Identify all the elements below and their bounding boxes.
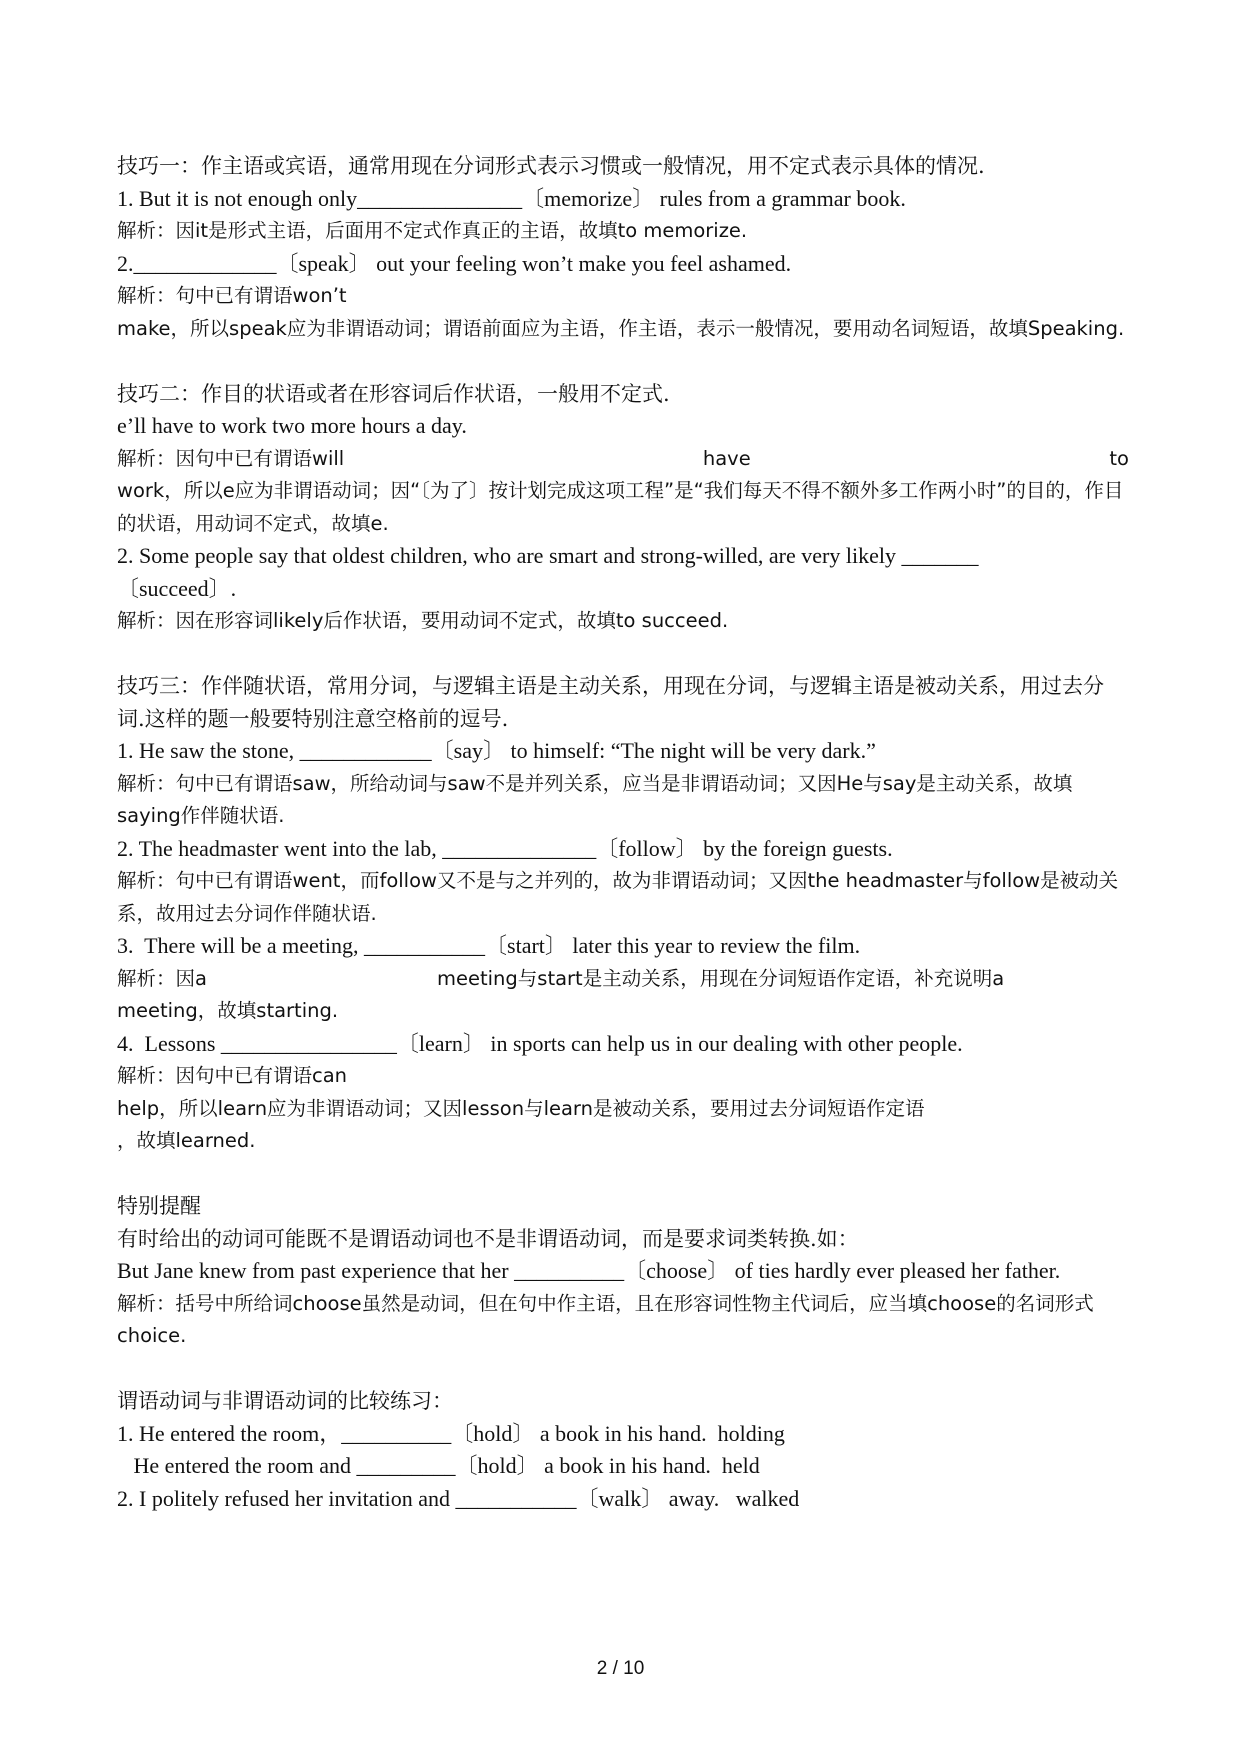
tip3-question-1: 1. He saw the stone, ____________〔say〕 to himself: “The night will be very dark.”	[117, 738, 876, 763]
tip1-analysis-2-line2: make，所以speak应为非谓语动词；谓语前面应为主语，作主语，表示一般情况，要用动名词短语，故填Speaking.	[117, 316, 1125, 340]
tip3-question-4: 4. Lessons ________________〔learn〕 in sports can help us in our dealing with other people.	[117, 1030, 963, 1056]
tip3-analysis-2: 解析：句中已有谓语went，而follow又不是与之并列的，故为非谓语动词；又因the headmaster与follow是被动关系，故用过去分词作伴随状语.	[117, 869, 1119, 925]
page-number: 2 / 10	[596, 1658, 645, 1679]
tip2-question-1: e’ll have to work two more hours a day.	[117, 413, 467, 438]
tip2-analysis-1-line2: work，所以e应为非谓语动词；因“〔为了〕按计划完成这项工程”是“我们每天不得不额外多工作两小时”的目的，作目的状语，用动词不定式，故填e.	[117, 479, 1124, 535]
reminder-title: 特别提醒	[117, 1194, 201, 1218]
tip2-analysis-1-part2: have	[702, 446, 751, 470]
practice-line-1: 1. He entered the room，__________〔hold〕 a book in his hand. holding	[117, 1420, 785, 1446]
tip2-analysis-2: 解析：因在形容词likely后作状语，要用动词不定式，故填to succeed.	[117, 609, 729, 632]
reminder-analysis: 解析：括号中所给词choose虽然是动词，但在句中作主语，且在形容词性物主代词后，应当填choose的名词形式choice.	[117, 1291, 1094, 1347]
practice-line-3: 2. I politely refused her invitation and ___________〔walk〕 away. walked	[117, 1485, 800, 1511]
reminder-question: But Jane knew from past experience that her __________〔choose〕 of ties hardly ever pleased her father.	[117, 1258, 1061, 1283]
reminder-text: 有时给出的动词可能既不是谓语动词也不是非谓语动词，而是要求词类转换.如：	[117, 1226, 859, 1251]
tip2-analysis-1-part1: 解析：因句中已有谓语will	[117, 446, 345, 470]
tip1-analysis-1: 解析：因it是形式主语，后面用不定式作真正的主语，故填to memorize.	[117, 219, 748, 242]
tip2-analysis-1-line1	[117, 443, 1129, 476]
tip3-analysis-3-part2: meeting与start是主动关系，用现在分词短语作定语，补充说明a	[437, 966, 1005, 990]
tip3-analysis-4-line2: help，所以learn应为非谓语动词；又因lesson与learn是被动关系，要用过去分词短语作定语	[117, 1096, 925, 1120]
tip2-question-2-line1: 2. Some people say that oldest children, who are smart and strong-willed, are very likely _______	[117, 543, 979, 568]
document-body	[117, 150, 1129, 1515]
tip3-analysis-3-part1: 解析：因a	[117, 966, 207, 990]
tip3-analysis-4-line1: 解析：因句中已有谓语can	[117, 1064, 348, 1087]
practice-line-2: He entered the room and _________〔hold〕 a book in his hand. held	[117, 1453, 760, 1478]
tip2-analysis-1-part3: to	[1109, 446, 1129, 470]
tip1-analysis-2-line1: 解析：句中已有谓语won’t	[117, 284, 347, 307]
practice-title: 谓语动词与非谓语动词的比较练习：	[117, 1389, 453, 1413]
tip3-analysis-3-line1	[117, 963, 1129, 996]
tip3-analysis-3-line2: meeting，故填starting.	[117, 999, 339, 1022]
tip3-analysis-1: 解析：句中已有谓语saw，所给动词与saw不是并列关系，应当是非谓语动词；又因He与say是主动关系，故填saying作伴随状语.	[117, 771, 1073, 827]
tip1-question-1: 1. But it is not enough only_______________〔memorize〕 rules from a grammar book.	[117, 185, 906, 211]
tip2-heading: 技巧二：作目的状语或者在形容词后作状语，一般用不定式.	[117, 381, 670, 406]
tip1-question-2: 2._____________〔speak〕 out your feeling won’t make you feel ashamed.	[117, 250, 792, 276]
tip1-heading: 技巧一：作主语或宾语，通常用现在分词形式表示习惯或一般情况，用不定式表示具体的情况.	[117, 154, 985, 178]
tip2-question-2-line2: 〔succeed〕.	[117, 575, 237, 601]
tip3-analysis-4-line3: ，故填learned.	[117, 1129, 256, 1152]
tip3-heading: 技巧三：作伴随状语，常用分词，与逻辑主语是主动关系，用现在分词，与逻辑主语是被动关系，用过去分词.这样的题一般要特别注意空格前的逗号.	[117, 674, 1104, 731]
tip3-question-3: 3. There will be a meeting, ___________〔start〕 later this year to review the film.	[117, 933, 861, 958]
tip3-question-2: 2. The headmaster went into the lab, ______________〔follow〕 by the foreign guests.	[117, 835, 893, 861]
